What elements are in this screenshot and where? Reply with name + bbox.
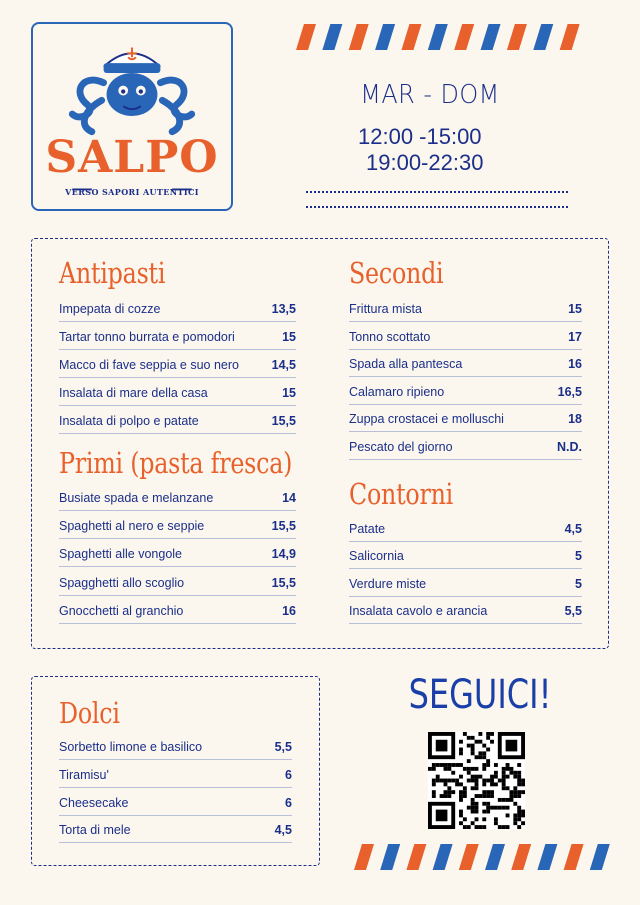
menu-item-name: Insalata cavolo e arancia bbox=[349, 603, 488, 618]
stripe-shape bbox=[433, 844, 453, 870]
divider bbox=[306, 206, 568, 208]
menu-item-price: 15 bbox=[568, 302, 582, 316]
menu-item-price: 15,5 bbox=[271, 519, 296, 534]
stripe-shape bbox=[507, 24, 527, 50]
stripe-shape bbox=[560, 24, 580, 50]
menu-item-name: Calamaro ripieno bbox=[349, 384, 445, 399]
menu-item-name: Sorbetto limone e basilico bbox=[59, 740, 203, 754]
stripe-shape bbox=[481, 24, 501, 50]
menu-item-price: 4,5 bbox=[564, 522, 582, 536]
menu-item-price: 5 bbox=[575, 576, 582, 591]
stripe-shape bbox=[375, 24, 395, 50]
menu-item bbox=[59, 491, 296, 511]
menu-item-price: 16 bbox=[282, 603, 296, 618]
menu-item-price: 15 bbox=[282, 330, 296, 344]
menu-item-name: Spada alla pantesca bbox=[349, 357, 463, 372]
menu-item-price: 15,5 bbox=[271, 575, 296, 590]
menu-item bbox=[59, 576, 296, 596]
stripe-shape bbox=[537, 844, 557, 870]
stripe-shape bbox=[511, 844, 531, 870]
menu-item-price: 5 bbox=[575, 549, 582, 564]
restaurant-tagline: VERSO SAPORI AUTENTICI bbox=[65, 187, 199, 197]
lunch-hours: 12:00 -15:00 bbox=[358, 124, 482, 149]
stripe-shape bbox=[454, 24, 474, 50]
menu-item-name: Tiramisu' bbox=[59, 767, 109, 782]
menu-item bbox=[349, 577, 582, 597]
logo-card bbox=[31, 22, 233, 211]
stripe-shape bbox=[354, 844, 374, 870]
menu-item-name: Busiate spada e melanzane bbox=[59, 491, 214, 505]
menu-item-name: Insalata di polpo e patate bbox=[59, 414, 199, 428]
menu-item bbox=[349, 604, 582, 624]
menu-item bbox=[349, 549, 582, 569]
section-title-antipasti: Antipasti bbox=[59, 256, 166, 290]
menu-item bbox=[59, 414, 296, 434]
menu-item-name: Cheesecake bbox=[59, 795, 129, 810]
opening-days: MAR - DOM bbox=[360, 80, 500, 110]
menu-item bbox=[59, 823, 292, 843]
stripe-shape bbox=[533, 24, 553, 50]
stripe-shape bbox=[349, 24, 369, 50]
menu-item bbox=[349, 302, 582, 322]
stripe-shape bbox=[590, 844, 610, 870]
menu-item-name: Macco di fave seppia e suo nero bbox=[59, 358, 239, 372]
menu-item-name: Impepata di cozze bbox=[59, 302, 161, 316]
menu-item-price: 17 bbox=[568, 329, 582, 344]
menu-item bbox=[59, 796, 292, 816]
stripe-shape bbox=[406, 844, 426, 870]
menu-item-name: Spaghetti alle vongole bbox=[59, 547, 183, 562]
menu-item bbox=[349, 412, 582, 432]
menu-item-name: Frittura mista bbox=[349, 302, 422, 316]
section-title-dolci: Dolci bbox=[59, 696, 120, 730]
menu-item-name: Gnocchetti al granchio bbox=[59, 603, 184, 618]
decorative-stripes-bottom bbox=[350, 842, 612, 872]
menu-item-price: 18 bbox=[568, 412, 582, 427]
section-title-primi: Primi (pasta fresca) bbox=[59, 446, 293, 480]
menu-item-name: Tartar tonno burrata e pomodori bbox=[59, 330, 235, 344]
menu-item bbox=[59, 604, 296, 624]
stripe-shape bbox=[401, 24, 421, 50]
menu-item-name: Spagghetti allo scoglio bbox=[59, 575, 185, 590]
menu-item-name: Torta di mele bbox=[59, 823, 131, 838]
qr-code-icon[interactable] bbox=[428, 732, 525, 829]
follow-us-heading: SEGUICI! bbox=[408, 672, 552, 718]
menu-item-price: 13,5 bbox=[271, 302, 296, 316]
dinner-hours: 19:00-22:30 bbox=[366, 150, 484, 175]
section-title-secondi: Secondi bbox=[349, 256, 444, 290]
menu-item-name: Tonno scottato bbox=[349, 329, 431, 344]
menu-item-price: 5,5 bbox=[274, 740, 292, 754]
menu-item-name: Pescato del giorno bbox=[349, 440, 453, 454]
menu-item-name: Zuppa crostacei e molluschi bbox=[349, 412, 504, 427]
menu-item-price: 14,5 bbox=[271, 358, 296, 372]
menu-item-price: 15 bbox=[282, 386, 296, 400]
stripe-shape bbox=[428, 24, 448, 50]
menu-item bbox=[59, 519, 296, 539]
menu-item-name: Patate bbox=[349, 522, 386, 536]
menu-item bbox=[349, 440, 582, 460]
menu-item bbox=[349, 385, 582, 405]
menu-item-price: 16 bbox=[568, 357, 582, 372]
menu-item bbox=[59, 386, 296, 406]
stripe-shape bbox=[564, 844, 584, 870]
restaurant-name: SALPO bbox=[45, 132, 219, 183]
menu-item-price: 6 bbox=[285, 795, 292, 810]
menu-item bbox=[59, 330, 296, 350]
menu-item bbox=[59, 740, 292, 760]
menu-item bbox=[349, 357, 582, 377]
stripe-shape bbox=[380, 844, 400, 870]
menu-item-price: N.D. bbox=[557, 440, 582, 454]
menu-item-price: 16,5 bbox=[557, 384, 582, 399]
menu-item bbox=[59, 547, 296, 567]
menu-item-price: 15,5 bbox=[271, 414, 296, 428]
stripe-shape bbox=[322, 24, 342, 50]
menu-item-name: Verdure miste bbox=[349, 576, 427, 591]
menu-item-name: Insalata di mare della casa bbox=[59, 386, 208, 400]
menu-item bbox=[349, 330, 582, 350]
menu-item-price: 14 bbox=[282, 491, 296, 505]
section-title-contorni: Contorni bbox=[349, 477, 454, 511]
stripe-shape bbox=[296, 24, 316, 50]
decorative-stripes-top bbox=[292, 22, 582, 52]
menu-item-name: Salicornia bbox=[349, 549, 404, 564]
menu-item bbox=[59, 358, 296, 378]
stripe-shape bbox=[485, 844, 505, 870]
menu-item-name: Spaghetti al nero e seppie bbox=[59, 519, 205, 534]
menu-item-price: 5,5 bbox=[564, 603, 582, 618]
menu-item bbox=[349, 522, 582, 542]
stripe-shape bbox=[459, 844, 479, 870]
menu-item bbox=[59, 768, 292, 788]
menu-item bbox=[59, 302, 296, 322]
menu-item-price: 6 bbox=[285, 767, 292, 782]
menu-item-price: 14,9 bbox=[271, 547, 296, 562]
menu-item-price: 4,5 bbox=[274, 823, 292, 838]
divider bbox=[306, 191, 568, 193]
